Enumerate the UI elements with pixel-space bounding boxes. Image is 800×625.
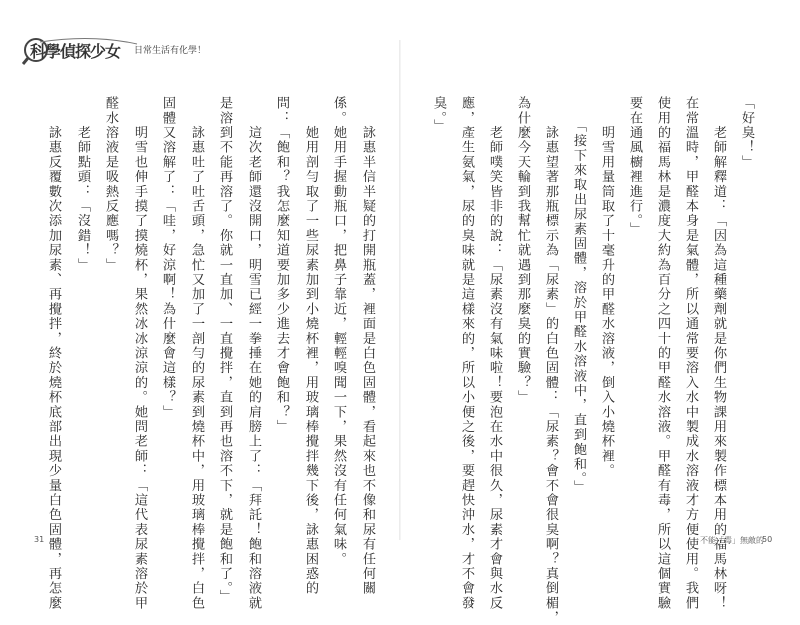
text-column: 醛水溶液是吸熱反應嗎？」 bbox=[103, 96, 118, 273]
text-column: 問：「飽和？我怎麼知道要加多少進去才會飽和？」 bbox=[274, 96, 289, 435]
text-column: 在常溫時，甲醛本身是氣體，所以通常要溶入水中製成水溶液才方便使用。我們 bbox=[683, 96, 698, 611]
text-column: 應，產生氨氣，尿的臭味就是這樣來的，所以小便之後，要趕快沖水，才不會發 bbox=[459, 96, 474, 611]
text-column: 「好臭！」 bbox=[739, 96, 754, 170]
series-tagline: 日常生活有化學！ bbox=[134, 46, 207, 56]
text-column: 她用剖勻取了一些尿素加到小燒杯裡，用玻璃棒攪拌幾下後，詠惠困惑的 bbox=[303, 96, 318, 596]
text-column: 明雪也伸手摸了摸燒杯，果然冰冰涼涼的。她問老師：「這代表尿素溶於甲 bbox=[132, 96, 147, 611]
left-page-number: 31 bbox=[34, 535, 45, 544]
text-column: 為什麼今天輪到我幫忙就遇到那麼臭的實驗？」 bbox=[515, 96, 530, 405]
right-running-head: 不能「毒」無敵的 bbox=[700, 536, 764, 545]
text-column: 詠惠半信半疑的打開瓶蓋，裡面是白色固體，看起來也不像和尿有任何關 bbox=[360, 96, 375, 596]
book-gutter bbox=[399, 40, 401, 540]
text-column: 臭。」 bbox=[431, 96, 446, 134]
text-column: 使用的福馬林是濃度大約為百分之四十的甲醛水溶液。甲醛有毒，所以這個實驗 bbox=[655, 96, 670, 611]
series-logo bbox=[22, 36, 152, 66]
text-column: 詠惠反覆數次添加尿素、再攪拌，終於燒杯底部出現少量白色固體，再怎麼 bbox=[46, 96, 61, 611]
text-column: 固體又溶解了：「哇，好涼啊！為什麼會這樣？」 bbox=[160, 96, 175, 420]
text-column: 老師解釋道：「因為這種藥劑就是你們生物課用來製作標本用的福馬林呀！ bbox=[711, 96, 726, 611]
text-column: 是溶到不能再溶了。你就一直加、一直攪拌，直到再也溶不下，就是飽和了。」 bbox=[217, 96, 232, 604]
text-column: 「接下來取出尿素固體，溶於甲醛水溶液中，直到飽和。」 bbox=[571, 96, 586, 495]
text-column: 這次老師還沒開口，明雪已經一拳捶在她的肩膀上了：「拜託！飽和溶液就 bbox=[246, 96, 261, 611]
text-column: 明雪用量筒取了十毫升的甲醛水溶液，倒入小燒杯裡。 bbox=[599, 96, 614, 479]
text-column: 詠惠望著那瓶標示為「尿素」的白色固體：「尿素？會不會很臭啊？真倒楣， bbox=[543, 96, 558, 625]
text-column: 係。她用手握動瓶口，把鼻子靠近，輕輕嗅聞一下，果然沒有任何氣味。 bbox=[331, 96, 346, 567]
logo-text: 科學偵探少女 bbox=[30, 42, 121, 61]
text-column: 要在通風櫥裡進行。」 bbox=[627, 96, 642, 237]
right-page-number: 50 bbox=[762, 535, 773, 544]
text-column: 詠惠吐了吐舌頭，急忙又加了一剖勻的尿素到燒杯中，用玻璃棒攪拌，白色 bbox=[189, 96, 204, 611]
text-column: 老師噗笑皆非的說：「尿素沒有氣味啦！要泡在水中很久，尿素才會與水反 bbox=[487, 96, 502, 611]
text-column: 老師點頭：「沒錯！」 bbox=[75, 96, 90, 273]
